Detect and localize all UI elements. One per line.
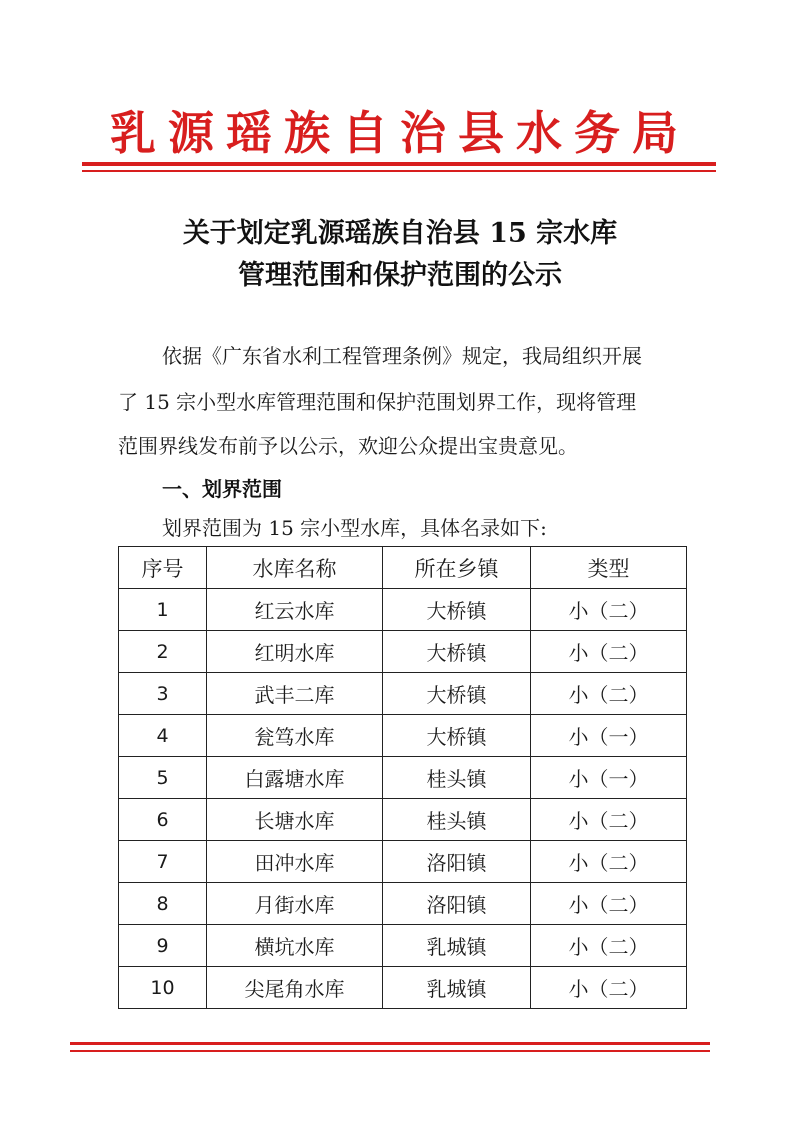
cell-index: 6 [119,799,207,841]
cell-index: 3 [119,673,207,715]
cell-type: 小（二） [531,967,687,1009]
cell-index: 7 [119,841,207,883]
cell-reservoir-name: 白露塘水库 [207,757,383,799]
notice-title-line2: 管理范围和保护范围的公示 [238,260,562,291]
cell-reservoir-name: 红云水库 [207,589,383,631]
cell-township: 桂头镇 [383,799,531,841]
table-row [119,883,687,925]
cell-township: 大桥镇 [383,589,531,631]
cell-type: 小（二） [531,799,687,841]
table-row [119,715,687,757]
cell-type: 小（二） [531,589,687,631]
cell-reservoir-name: 红明水库 [207,631,383,673]
table-row [119,673,687,715]
cell-index: 8 [119,883,207,925]
cell-township: 洛阳镇 [383,883,531,925]
notice-title-line1: 关于划定乳源瑶族自治县 15 宗水库 [182,218,618,249]
table-header-row [119,547,687,589]
cell-index: 2 [119,631,207,673]
table-row [119,589,687,631]
section-intro: 划界范围为 15 宗小型水库，具体名录如下: [162,516,547,540]
reservoir-table [118,546,687,1009]
cell-reservoir-name: 武丰二库 [207,673,383,715]
cell-index: 1 [119,589,207,631]
header-index: 序号 [119,547,207,589]
cell-type: 小（二） [531,631,687,673]
footer-rule-thick [70,1042,710,1045]
cell-reservoir-name: 田冲水库 [207,841,383,883]
cell-reservoir-name: 瓮笃水库 [207,715,383,757]
table-row [119,757,687,799]
cell-township: 乳城镇 [383,967,531,1009]
cell-index: 9 [119,925,207,967]
header-reservoir-name: 水库名称 [207,547,383,589]
cell-township: 大桥镇 [383,631,531,673]
table-row [119,967,687,1009]
cell-type: 小（一） [531,715,687,757]
letterhead-org-name: 乳源瑶族自治县水务局 [110,106,690,160]
cell-township: 乳城镇 [383,925,531,967]
cell-index: 10 [119,967,207,1009]
cell-index: 4 [119,715,207,757]
cell-type: 小（二） [531,883,687,925]
cell-reservoir-name: 月街水库 [207,883,383,925]
cell-reservoir-name: 尖尾角水库 [207,967,383,1009]
letterhead-rule-thin [82,170,716,172]
cell-index: 5 [119,757,207,799]
cell-reservoir-name: 长塘水库 [207,799,383,841]
table-row [119,799,687,841]
header-type: 类型 [531,547,687,589]
cell-type: 小（二） [531,925,687,967]
cell-township: 洛阳镇 [383,841,531,883]
header-township: 所在乡镇 [383,547,531,589]
section-heading: 一、划界范围 [162,477,282,501]
table-row [119,925,687,967]
cell-type: 小（二） [531,673,687,715]
cell-township: 大桥镇 [383,715,531,757]
cell-reservoir-name: 横坑水库 [207,925,383,967]
table-row [119,841,687,883]
cell-type: 小（二） [531,841,687,883]
cell-type: 小（一） [531,757,687,799]
notice-paragraph-line2: 了 15 宗小型水库管理范围和保护范围划界工作，现将管理 [118,390,637,414]
cell-township: 大桥镇 [383,673,531,715]
cell-township: 桂头镇 [383,757,531,799]
notice-paragraph-line3: 范围界线发布前予以公示，欢迎公众提出宝贵意见。 [118,434,578,458]
notice-paragraph-line1: 依据《广东省水利工程管理条例》规定，我局组织开展 [162,344,642,368]
letterhead-rule-thick [82,162,716,166]
table-row [119,631,687,673]
footer-rule-thin [70,1050,710,1052]
